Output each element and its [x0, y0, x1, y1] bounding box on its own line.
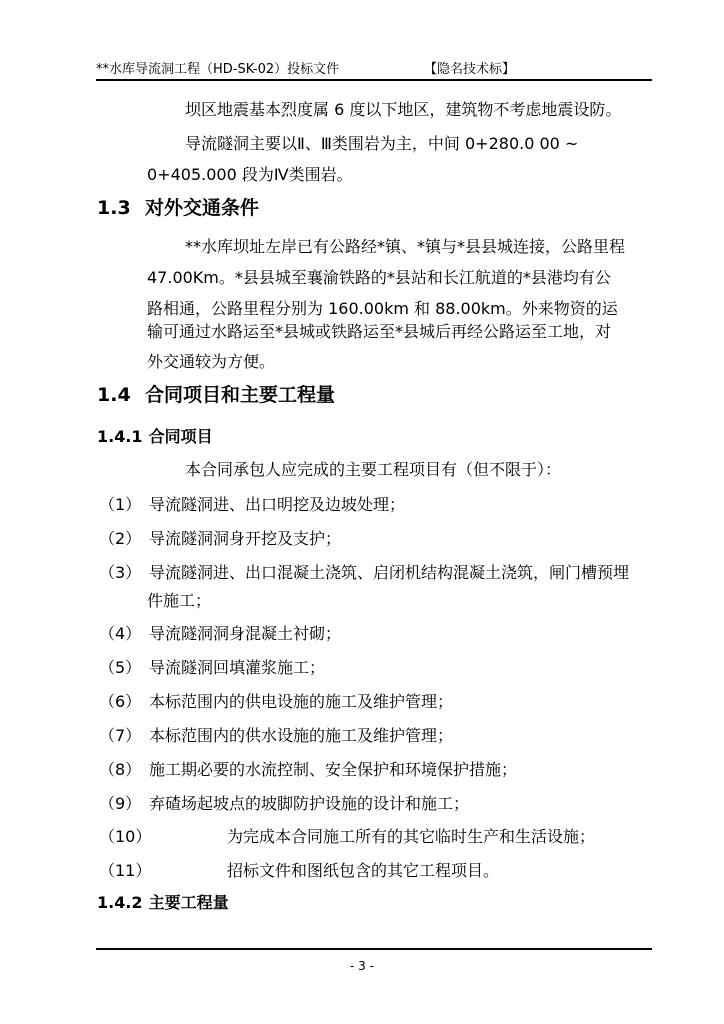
header-bid-label: 【隐名技术标】 — [424, 62, 516, 77]
paragraph-traffic-line-5: 外交通较为方便。 — [147, 352, 276, 371]
section-number: 1.4 — [97, 384, 131, 406]
list-item — [99, 523, 341, 555]
list-item-number: （11） — [99, 861, 152, 880]
paragraph-rock-line-2: 0+405.000 段为Ⅳ类围岩。 — [147, 165, 353, 184]
list-item-number: （9） — [99, 794, 142, 813]
subsection-title: 合同项目 — [148, 427, 213, 446]
page-number: - 3 - — [350, 959, 374, 973]
subsection-heading-1-4-1 — [97, 422, 213, 452]
paragraph-seismic: 坝区地震基本烈度属 6 度以下地区，建筑物不考虑地震设防。 — [185, 100, 622, 119]
subsection-title: 主要工程量 — [148, 893, 229, 912]
list-item — [99, 686, 453, 718]
list-item-number: （5） — [99, 658, 142, 677]
list-item — [99, 618, 341, 650]
list-item-number: （2） — [99, 529, 142, 548]
list-item — [99, 720, 453, 752]
paragraph-traffic-line-1: **水库坝址左岸已有公路经*镇、*镇与*县县城连接，公路里程 — [185, 237, 626, 256]
list-item — [99, 652, 325, 684]
page-header — [96, 60, 652, 80]
list-item — [99, 754, 517, 786]
list-item-text: 弃碴场起坡点的坡脚防护设施的设计和施工； — [149, 794, 470, 813]
section-title: 合同项目和主要工程量 — [145, 384, 336, 406]
header-document-title: **水库导流洞工程（HD-SK-02）投标文件 — [96, 62, 340, 77]
section-heading-1-4 — [97, 380, 335, 410]
list-item-text: 导流隧洞进、出口明挖及边坡处理； — [149, 495, 406, 514]
list-item-text: 为完成本合同施工所有的其它临时生产和生活设施； — [227, 827, 596, 846]
section-number: 1.3 — [97, 197, 131, 219]
list-item-text: 招标文件和图纸包含的其它工程项目。 — [227, 861, 500, 880]
footer-rule — [96, 948, 652, 950]
list-item-number: （3） — [99, 563, 142, 582]
list-item-text: 导流隧洞进、出口混凝土浇筑、启闭机结构混凝土浇筑，闸门槽预埋 — [149, 563, 630, 582]
subsection-heading-1-4-2 — [97, 888, 229, 918]
list-item-number: （1） — [99, 495, 142, 514]
list-item-text: 本标范围内的供电设施的施工及维护管理； — [149, 692, 454, 711]
list-item — [99, 855, 499, 887]
list-item-number: （10） — [99, 827, 152, 846]
subsection-number: 1.4.2 — [97, 893, 143, 912]
list-item-number: （4） — [99, 624, 142, 643]
section-title: 对外交通条件 — [145, 197, 260, 219]
section-heading-1-3 — [97, 193, 259, 223]
list-item — [99, 821, 595, 853]
list-item-text: 导流隧洞洞身开挖及支护； — [149, 529, 342, 548]
list-item-text: 本标范围内的供水设施的施工及维护管理； — [149, 726, 454, 745]
subsection-number: 1.4.1 — [97, 427, 143, 446]
list-item-continuation: 件施工； — [147, 591, 212, 610]
header-rule — [96, 79, 652, 81]
paragraph-rock-line-1: 导流隧洞主要以Ⅱ、Ⅲ类围岩为主，中间 0+280.0 00 ~ — [185, 134, 579, 153]
list-item-number: （6） — [99, 692, 142, 711]
paragraph-traffic-line-3: 路相通，公路里程分别为 160.00km 和 88.00km。外来物资的运 — [147, 299, 618, 318]
paragraph-traffic-line-4: 输可通过水路运至*县城或铁路运至*县城后再经公路运至工地，对 — [147, 322, 612, 341]
list-item-number: （7） — [99, 726, 142, 745]
list-item — [99, 489, 405, 521]
list-item-text: 施工期必要的水流控制、安全保护和环境保护措施； — [149, 760, 518, 779]
paragraph-traffic-line-2: 47.00Km。*县县城至襄渝铁路的*县站和长江航道的*县港均有公 — [147, 268, 611, 287]
list-item-number: （8） — [99, 760, 142, 779]
list-item — [99, 788, 469, 820]
list-item-text: 导流隧洞洞身混凝土衬砌； — [149, 624, 342, 643]
list-item-text: 导流隧洞回填灌浆施工； — [149, 658, 326, 677]
paragraph-intro: 本合同承包人应完成的主要工程项目有（但不限于）： — [185, 460, 562, 479]
